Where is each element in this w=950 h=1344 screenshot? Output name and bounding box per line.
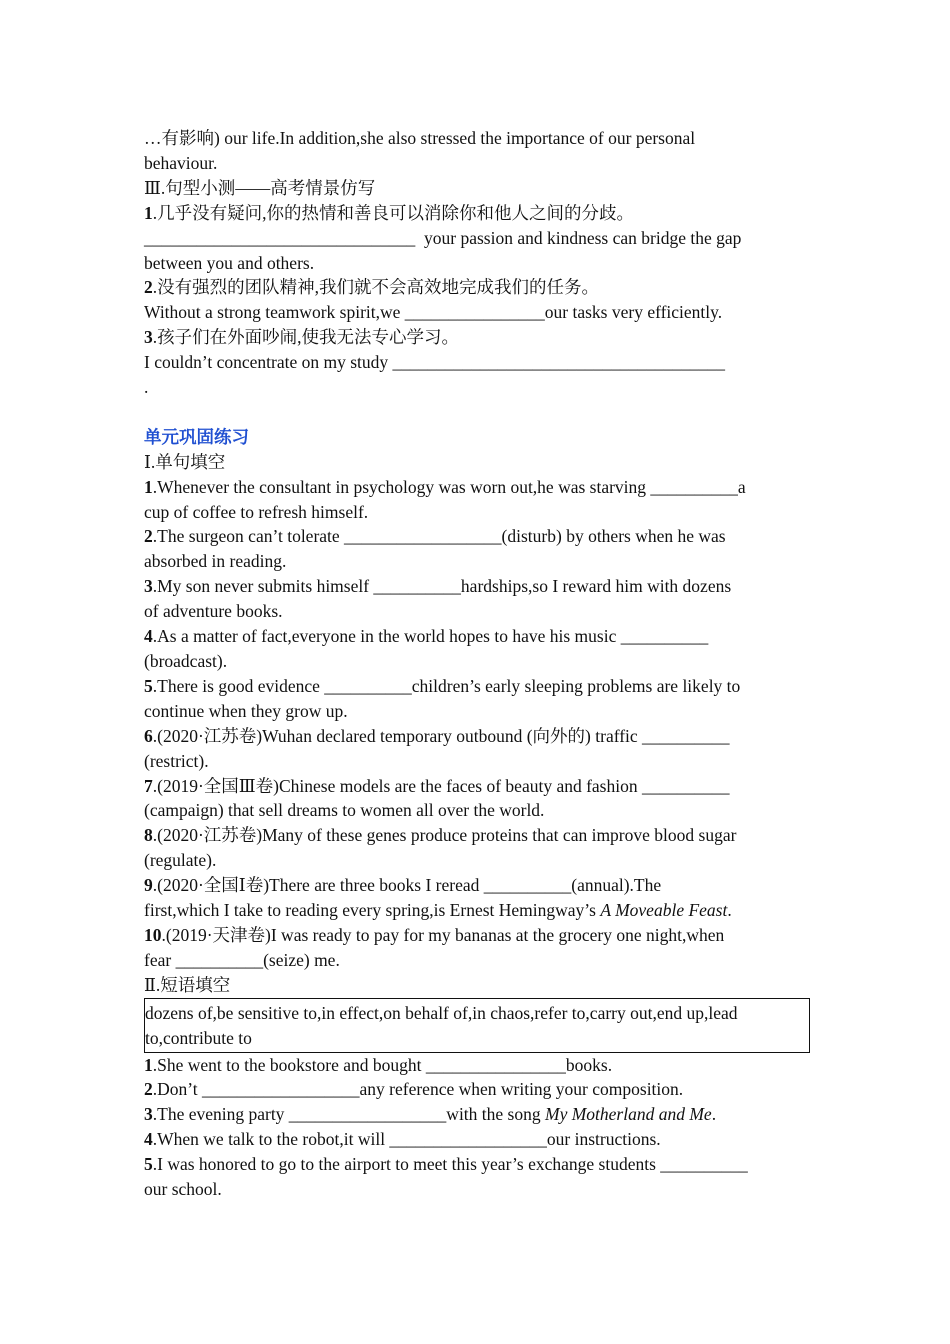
- exercise-answer-line: .: [144, 377, 149, 398]
- exercise-item-cont: (restrict).: [144, 750, 209, 771]
- exercise-item: 3.My son never submits himself __________hardships,so I reward him with dozens: [144, 576, 732, 597]
- exercise-answer-line: _______________________________ your passion and kindness can bridge the gap: [144, 227, 742, 248]
- exercise-answer-line: I couldn’t concentrate on my study ______________________________________: [144, 352, 726, 373]
- exercise-item: 10.(2019·天津卷)I was ready to pay for my bananas at the grocery one night,when: [144, 924, 725, 945]
- exercise-item: 5.I was honored to go to the airport to meet this year’s exchange students __________: [144, 1154, 748, 1175]
- phrase-word-bank: [144, 998, 810, 1053]
- section-heading: Ⅲ.句型小测——高考情景仿写: [144, 177, 376, 198]
- text-line: …有影响) our life.In addition,she also stressed the importance of our personal: [144, 128, 696, 148]
- exercise-item: 7.(2019·全国Ⅲ卷)Chinese models are the faces of beauty and fashion __________: [144, 775, 730, 796]
- exercise-item-cont: cup of coffee to refresh himself.: [144, 501, 369, 522]
- exercise-prompt: 2.没有强烈的团队精神,我们就不会高效地完成我们的任务。: [144, 277, 599, 298]
- exercise-item-cont: (regulate).: [144, 850, 217, 871]
- exercise-prompt: 1.几乎没有疑问,你的热情和善良可以消除你和他人之间的分歧。: [144, 202, 634, 223]
- word-bank-line: to,contribute to: [145, 1027, 252, 1048]
- text-line: behaviour.: [144, 152, 218, 173]
- exercise-item-cont: fear __________(seize) me.: [144, 949, 340, 970]
- section-heading: Ⅱ.短语填空: [144, 974, 231, 995]
- exercise-item-cont: continue when they grow up.: [144, 700, 348, 721]
- section-heading: Ⅰ.单句填空: [144, 451, 226, 472]
- exercise-item: 2.The surgeon can’t tolerate __________________(disturb) by others when he was: [144, 526, 726, 547]
- exercise-item: 4.As a matter of fact,everyone in the world hopes to have his music __________: [144, 626, 709, 647]
- exercise-item-cont: our school.: [144, 1179, 222, 1200]
- exercise-item: 2.Don’t __________________any reference when writing your composition.: [144, 1079, 684, 1100]
- song-title: My Motherland and Me: [545, 1104, 712, 1125]
- exercise-item: 8.(2020·江苏卷)Many of these genes produce proteins that can improve blood sugar: [144, 825, 737, 846]
- exercise-item: 1.She went to the bookstore and bought ________________books.: [144, 1054, 613, 1075]
- exercise-item: 1.Whenever the consultant in psychology was worn out,he was starving __________a: [144, 476, 746, 497]
- exercise-item-cont: of adventure books.: [144, 601, 283, 622]
- exercise-item-cont: (campaign) that sell dreams to women all over the world.: [144, 800, 545, 821]
- exercise-item: 5.There is good evidence __________children’s early sleeping problems are likely to: [144, 675, 741, 696]
- exercise-item: 6.(2020·江苏卷)Wuhan declared temporary outbound (向外的) traffic __________: [144, 725, 730, 746]
- book-title: A Moveable Feast: [600, 900, 728, 921]
- word-bank-line: dozens of,be sensitive to,in effect,on behalf of,in chaos,refer to,carry out,end up,lead: [145, 1002, 738, 1023]
- exercise-item-cont: (broadcast).: [144, 651, 228, 672]
- exercise-item: 9.(2020·全国Ⅰ卷)There are three books I reread __________(annual).The: [144, 875, 662, 896]
- exercise-item: 4.When we talk to the robot,it will __________________our instructions.: [144, 1129, 661, 1150]
- exercise-item: 3.The evening party __________________with the song My Motherland and Me.: [144, 1104, 717, 1125]
- exercise-answer-line: Without a strong teamwork spirit,we ________________our tasks very efficiently.: [144, 302, 723, 323]
- exercise-item-cont: first,which I take to reading every spring,is Ernest Hemingway’s A Moveable Feast.: [144, 900, 732, 921]
- exercise-item-cont: absorbed in reading.: [144, 551, 287, 572]
- exercise-prompt: 3.孩子们在外面吵闹,使我无法专心学习。: [144, 327, 459, 348]
- unit-title: 单元巩固练习: [144, 426, 249, 447]
- document-page: [144, 126, 814, 1202]
- exercise-answer-line: between you and others.: [144, 252, 315, 273]
